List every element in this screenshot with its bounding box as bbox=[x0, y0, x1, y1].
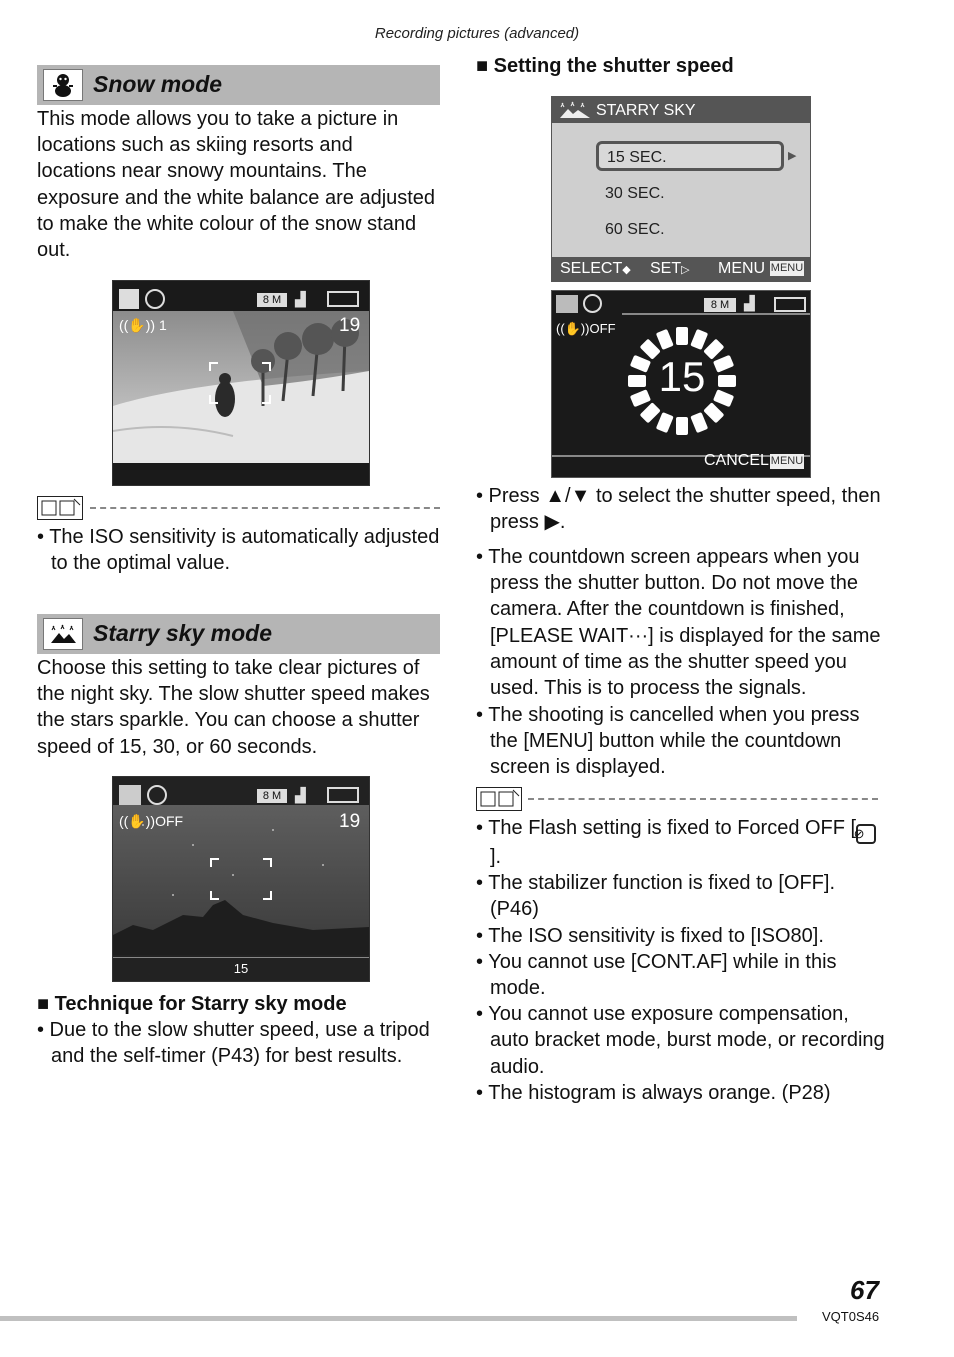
starry-scene-icon bbox=[556, 295, 578, 313]
battery-icon bbox=[774, 297, 806, 312]
bullet-press-select: • Press ▲/▼ to select the shutter speed, then press ▶. bbox=[476, 485, 881, 534]
snow-mode-description: This mode allows you to take a picture in locations such as skiing resorts and locations near snowy mountains. The exposure and the white balance are adjusted to make the white colour of the snow stand out. bbox=[37, 108, 436, 262]
shutter-speed-heading-text: Setting the shutter speed bbox=[493, 55, 734, 77]
snow-mode-camera-screen bbox=[112, 280, 370, 486]
battery-icon bbox=[327, 291, 359, 307]
battery-icon bbox=[327, 787, 359, 803]
note-flash-text: • The Flash setting is fixed to Forced OFF [ bbox=[476, 817, 857, 839]
af-frame-icon bbox=[209, 857, 273, 901]
menu-option-15-label: 15 SEC. bbox=[607, 149, 667, 166]
flash-off-icon bbox=[147, 785, 167, 805]
picture-size-badge: 8 M bbox=[257, 789, 287, 803]
note-flash-close: ]. bbox=[490, 846, 502, 868]
page-number: 67 bbox=[850, 1275, 879, 1305]
note-divider bbox=[90, 507, 440, 509]
note-histogram: • The histogram is always orange. (P28) bbox=[476, 1081, 831, 1104]
shutter-speed-readout: 15 bbox=[233, 961, 249, 976]
flash-off-icon: ⊘ bbox=[856, 824, 876, 844]
starry-sky-title: Starry sky mode bbox=[93, 620, 272, 646]
menu-option-30[interactable]: 30 SEC. bbox=[605, 185, 665, 202]
stabilizer-indicator: ((✋))OFF bbox=[556, 321, 616, 336]
menu-option-60[interactable]: 60 SEC. bbox=[605, 221, 665, 238]
note-divider bbox=[528, 798, 878, 800]
updown-arrow-icon: ◆ bbox=[622, 264, 631, 276]
right-arrow-icon: ▷ bbox=[681, 264, 690, 276]
stabilizer-indicator: ((✋))OFF bbox=[119, 813, 184, 829]
document-code: VQT0S46 bbox=[822, 1309, 880, 1324]
shutter-speed-heading: ■ Setting the shutter speed bbox=[476, 55, 734, 77]
quality-icon: ▟ bbox=[295, 787, 306, 803]
footer-set bbox=[650, 260, 690, 278]
menu-title: STARRY SKY bbox=[596, 102, 696, 119]
screen-divider bbox=[113, 957, 369, 958]
countdown-number: 15 bbox=[658, 353, 706, 400]
footer-menu: MENU bbox=[718, 260, 766, 277]
note-iso: • The ISO sensitivity is fixed to [ISO80]. bbox=[476, 924, 824, 947]
note-icon bbox=[476, 787, 522, 811]
starry-sky-description: Choose this setting to take clear pictures of the night sky. The slow shutter speed makes the stars sparkle. You can choose a shutter speed of 15, 30, or 60 seconds. bbox=[37, 657, 430, 758]
starry-sky-menu-screen bbox=[551, 96, 811, 282]
starry-scene-icon bbox=[119, 785, 141, 805]
note-flash bbox=[476, 815, 886, 870]
footer-select bbox=[560, 260, 631, 278]
starry-sky-camera-screen bbox=[112, 776, 370, 982]
starry-sky-icon bbox=[558, 101, 592, 119]
flash-off-icon bbox=[583, 294, 602, 313]
quality-icon: ▟ bbox=[295, 291, 306, 307]
note-icon bbox=[37, 496, 83, 520]
technique-heading: ■ Technique for Starry sky mode bbox=[37, 993, 347, 1015]
snow-mode-title-bar bbox=[37, 65, 440, 105]
flash-off-icon bbox=[145, 289, 165, 309]
remaining-shots: 19 bbox=[339, 811, 361, 832]
menu-button-icon: MENU bbox=[770, 455, 804, 467]
bullet-countdown: • The countdown screen appears when you press the shutter button. Do not move the camera. After the countdown is finished, [PLEASE WAIT···] is displayed for the same amount of time as the shutter speed you used. This is to process the signals. bbox=[476, 546, 881, 700]
note-cont-af: • You cannot use [CONT.AF] while in this mode. bbox=[476, 950, 837, 1000]
menu-arrow-right-icon: ▶ bbox=[788, 150, 797, 162]
stabilizer-value: 1 bbox=[158, 317, 167, 333]
stabilizer-value: OFF bbox=[589, 321, 616, 336]
remaining-shots: 19 bbox=[339, 315, 361, 336]
running-header: Recording pictures (advanced) bbox=[374, 25, 580, 42]
countdown-screen bbox=[551, 290, 811, 478]
picture-size-badge: 8 M bbox=[257, 293, 287, 307]
snow-mode-title: Snow mode bbox=[93, 71, 223, 97]
footer-bar bbox=[0, 1316, 797, 1321]
right-notes bbox=[476, 815, 886, 1106]
stabilizer-value: OFF bbox=[155, 813, 184, 829]
footer-select-label: SELECT bbox=[560, 260, 623, 277]
note-stabilizer: • The stabilizer function is fixed to [OFF]. (P46) bbox=[476, 872, 835, 921]
snow-mode-icon bbox=[43, 69, 83, 101]
starry-sky-icon bbox=[43, 618, 83, 650]
cancel-label: CANCEL bbox=[704, 452, 769, 469]
technique-tip: • Due to the slow shutter speed, use a tripod and the self-timer (P43) for best results. bbox=[37, 1019, 430, 1068]
snow-note-iso: • The ISO sensitivity is automatically adjusted to the optimal value. bbox=[37, 526, 440, 575]
picture-size-badge: 8 M bbox=[704, 298, 736, 312]
quality-icon: ▟ bbox=[744, 295, 755, 311]
snow-mode-scene-icon bbox=[119, 289, 139, 309]
bullet-cancel: • The shooting is cancelled when you press the [MENU] button while the countdown screen is displayed. bbox=[476, 704, 860, 779]
menu-option-selected[interactable] bbox=[596, 141, 784, 171]
af-frame-icon bbox=[208, 361, 272, 405]
stabilizer-indicator: ((✋)) 1 bbox=[119, 317, 167, 333]
footer-set-label: SET bbox=[650, 260, 682, 277]
technique-heading-text: Technique for Starry sky mode bbox=[54, 993, 347, 1015]
menu-button-icon: MENU bbox=[770, 262, 804, 274]
starry-sky-title-bar bbox=[37, 614, 440, 654]
menu-footer bbox=[552, 257, 810, 281]
note-exposure: • You cannot use exposure compensation, auto bracket mode, burst mode, or recording audio. bbox=[476, 1003, 885, 1078]
screen-rule bbox=[622, 313, 810, 315]
menu-title-bar bbox=[552, 97, 810, 123]
